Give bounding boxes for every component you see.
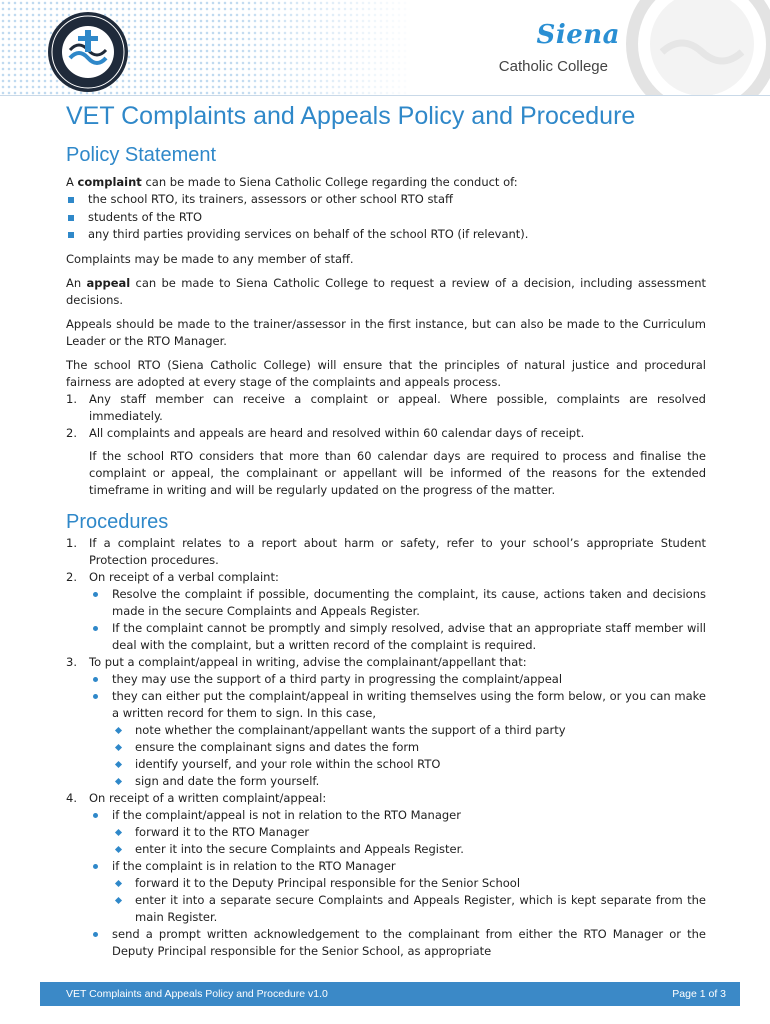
college-crest-logo — [46, 10, 130, 94]
list-item: if the complaint is in relation to the RTO Manager forward it to the Deputy Principal responsible for the Senior School enter it into a separate secure Complaints and Appeals Register, which is kept separate from the main Register. — [89, 858, 706, 926]
principles-list — [66, 391, 706, 442]
diamond-bullet-icon — [115, 743, 122, 750]
document-body — [66, 98, 706, 960]
footer-document-name: VET Complaints and Appeals Policy and Procedure v1.0 — [66, 988, 328, 1000]
square-bullet-icon — [68, 232, 74, 238]
extended-timeframe-note: If the school RTO considers that more than 60 calendar days are required to process and finalise the complaint or appeal, the complainant or appellant will be informed of the reasons for the extended timeframe in writing and will be regularly updated on the progress of the matter. — [89, 448, 706, 497]
diamond-bullet-icon — [115, 845, 122, 852]
complaint-targets-list — [66, 191, 706, 244]
dot-bullet-icon — [93, 677, 98, 682]
complaint-intro: A complaint can be made to Siena Catholic College regarding the conduct of: — [66, 175, 518, 189]
not-rto-manager-steps — [112, 824, 706, 858]
page-header — [0, 0, 770, 96]
footer-page-number: Page 1 of 3 — [672, 988, 726, 1000]
appeal-paragraph: An appeal can be made to Siena Catholic College to request a review of a decision, including assessment decisions. — [66, 275, 706, 307]
principles-paragraph: The school RTO (Siena Catholic College) will ensure that the principles of natural justice and procedural fairness are adopted at every stage of the complaints and appeals process. — [66, 357, 706, 389]
diamond-bullet-icon — [115, 760, 122, 767]
sign-steps-list — [112, 722, 706, 790]
list-item: enter it into the secure Complaints and Appeals Register. — [112, 841, 706, 858]
diamond-bullet-icon — [115, 896, 122, 903]
diamond-bullet-icon — [115, 828, 122, 835]
list-item: 2. All complaints and appeals are heard and resolved within 60 calendar days of receipt. — [66, 425, 585, 440]
list-item: they may use the support of a third party in progressing the complaint/appeal — [89, 671, 706, 688]
list-item: if the complaint/appeal is not in relation to the RTO Manager forward it to the RTO Manager enter it into the secure Complaints and Appeals Register. — [89, 807, 706, 858]
verbal-complaint-list — [89, 586, 706, 654]
brand-name: Siena — [536, 20, 620, 50]
procedure-item: 4. On receipt of a written complaint/appeal: if the complaint/appeal is not in relation to the RTO Manager forward it to the RTO Manager enter it into the secure Complaints and Appeals Register. if the complaint is in relation to the RTO Manager forward it to the Deputy Principal responsible for the Senior School enter it into a separate secure Complaints and Appeals Register, which is kept separate from the main Register. send a prompt written acknowledgement to the complainant from either the RTO Manager or the Deputy Principal responsible for the Senior School, as appropriate — [66, 790, 706, 958]
list-item: note whether the complainant/appellant wants the support of a third party — [112, 722, 706, 739]
procedure-item: 3. To put a complaint/appeal in writing, advise the complainant/appellant that: they may use the support of a third party in progressing the complaint/appeal they can either put the complaint/appeal in writing themselves using the form below, or you can make a written record for them to sign. In this case, note whether the complainant/appellant wants the support of a third party ensure the complainant signs and dates the form identify yourself, and your role within the school RTO sign and date the form yourself. — [66, 654, 706, 788]
list-item: Resolve the complaint if possible, documenting the complaint, its cause, actions taken and decisions made in the secure Complaints and Appeals Register. — [89, 586, 706, 620]
list-item: enter it into a separate secure Complaints and Appeals Register, which is kept separate from the main Register. — [112, 892, 706, 926]
list-item: send a prompt written acknowledgement to the complainant from either the RTO Manager or the Deputy Principal responsible for the Senior School, as appropriate — [89, 926, 706, 960]
list-item: sign and date the form yourself. — [112, 773, 706, 790]
list-item: If the complaint cannot be promptly and simply resolved, advise that an appropriate staff member will deal with the complaint, but a written record of the complaint is required. — [89, 620, 706, 654]
list-item: identify yourself, and your role within the school RTO — [112, 756, 706, 773]
list-item: forward it to the Deputy Principal responsible for the Senior School — [112, 875, 706, 892]
list-item: ensure the complainant signs and dates the form — [112, 739, 706, 756]
square-bullet-icon — [68, 215, 74, 221]
diamond-bullet-icon — [115, 777, 122, 784]
dot-bullet-icon — [93, 592, 98, 597]
written-advice-list — [89, 671, 706, 790]
list-item: the school RTO, its trainers, assessors or other school RTO staff — [66, 191, 706, 209]
procedure-item: 1. If a complaint relates to a report about harm or safety, refer to your school’s appropriate Student Protection procedures. — [66, 535, 706, 567]
dot-bullet-icon — [93, 694, 98, 699]
procedures-list — [66, 535, 706, 960]
document-title: VET Complaints and Appeals Policy and Procedure — [66, 102, 636, 130]
list-item: students of the RTO — [66, 209, 706, 227]
procedure-item: 2. On receipt of a verbal complaint: Resolve the complaint if possible, documenting the complaint, its cause, actions taken and decisions made in the secure Complaints and Appeals Register. If the complaint cannot be promptly and simply resolved, advise that an appropriate staff member will deal with the complaint, but a written record of the complaint is required. — [66, 569, 706, 652]
dot-bullet-icon — [93, 932, 98, 937]
procedures-heading: Procedures — [66, 510, 169, 533]
diamond-bullet-icon — [115, 879, 122, 886]
page-footer — [40, 982, 740, 1006]
list-item: forward it to the RTO Manager — [112, 824, 706, 841]
written-receipt-list — [89, 807, 706, 960]
diamond-bullet-icon — [115, 726, 122, 733]
list-item: 1. Any staff member can receive a complaint or appeal. Where possible, complaints are resolved immediately. — [66, 391, 706, 423]
policy-statement-heading: Policy Statement — [66, 144, 217, 166]
header-divider — [0, 95, 770, 96]
dot-bullet-icon — [93, 864, 98, 869]
staff-paragraph: Complaints may be made to any member of staff. — [66, 251, 354, 266]
list-item: they can either put the complaint/appeal in writing themselves using the form below, or you can make a written record for them to sign. In this case, note whether the complainant/appellant wants the support of a third party ensure the complainant signs and dates the form identify yourself, and your role within the school RTO sign and date the form yourself. — [89, 688, 706, 790]
square-bullet-icon — [68, 197, 74, 203]
list-item: any third parties providing services on behalf of the school RTO (if relevant). — [66, 226, 706, 244]
appeals-paragraph: Appeals should be made to the trainer/assessor in the first instance, but can also be made to the Curriculum Leader or the RTO Manager. — [66, 316, 706, 348]
dot-bullet-icon — [93, 626, 98, 631]
dot-bullet-icon — [93, 813, 98, 818]
crest-watermark — [612, 0, 770, 96]
rto-manager-steps — [112, 875, 706, 926]
brand-subtitle: Catholic College — [498, 58, 608, 75]
